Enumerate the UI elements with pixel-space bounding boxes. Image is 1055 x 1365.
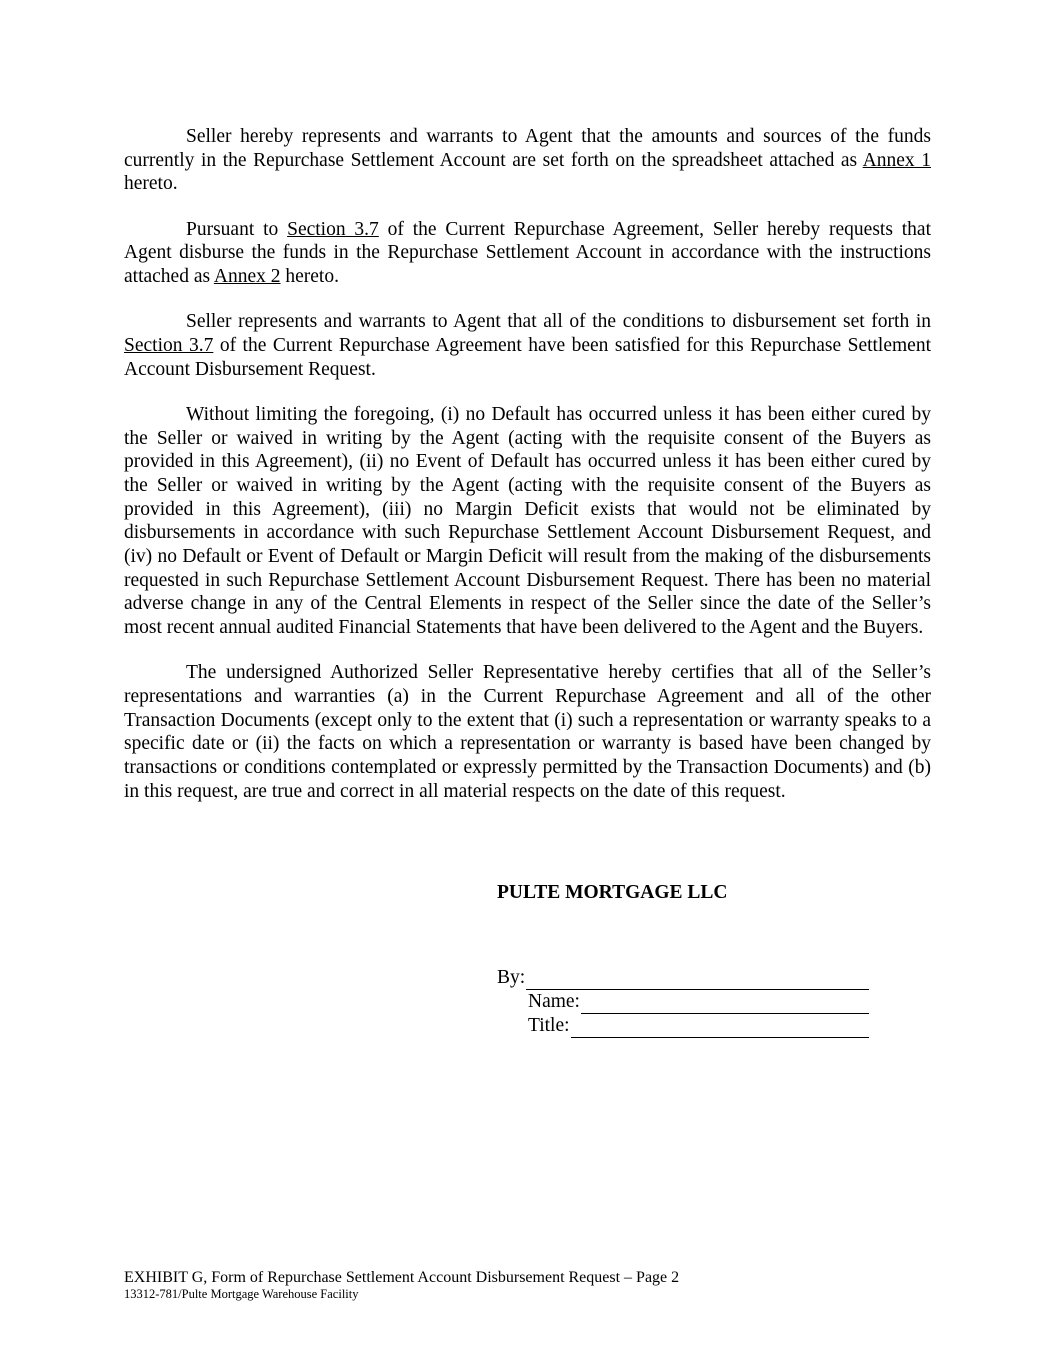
p2-text-before: Pursuant to <box>186 218 288 240</box>
p2-text-middle: of the Current Repurchase Agreement, Seller hereby requests that Agent disburse the funds in the Repurchase Settlement Account in accordance with the instructions attached as <box>124 218 931 288</box>
name-row <box>497 990 869 1014</box>
paragraph-no-default: Without limiting the foregoing, (i) no Default has occurred unless it has been either cured by the Seller or waived in writing by the Agent (acting with the requisite consent of the Buyers as provided in this Agreement), (ii) no Event of Default has occurred unless it has been either cured by the Seller or waived in writing by the Agent (acting with the requisite consent of the Buyers as provided in this Agreement), (iii) no Margin Deficit exists that would not be eliminated by disbursements in accordance with such Repurchase Settlement Account Disbursement Request, and (iv) no Default or Event of Default or Margin Deficit will result from the making of the disbursements requested in such Repurchase Settlement Account Disbursement Request. There has been no material adverse change in any of the Central Elements in respect of the Seller since the date of the Seller’s most recent annual audited Financial Statements that have been delivered to the Agent and the Buyers. <box>124 403 931 639</box>
section-3-7-reference: Section 3.7 <box>287 218 379 240</box>
p3-text-after: of the Current Repurchase Agreement have been satisfied for this Repurchase Settlement Account Disbursement Request. <box>124 334 931 380</box>
annex-1-reference: Annex 1 <box>862 149 931 171</box>
title-label: Title: <box>528 1015 570 1037</box>
paragraph-conditions-satisfied <box>124 310 931 381</box>
annex-2-reference: Annex 2 <box>213 266 281 288</box>
paragraph-funds-sources <box>124 125 931 196</box>
paragraph-disbursement-request <box>124 218 931 289</box>
title-signature-line <box>571 1019 869 1038</box>
paragraph-certification: The undersigned Authorized Seller Representative hereby certifies that all of the Seller’s representations and warranties (a) in the Current Repurchase Agreement and all of the other Transaction Documents (except only to the extent that (i) such a representation or warranty speaks to a specific date or (ii) the facts on which a representation or warranty is based have been changed by transactions or conditions contemplated or expressly permitted by the Transaction Documents) and (b) in this request, are true and correct in all material respects on the date of this request. <box>124 662 931 802</box>
p1-text-after: hereto. <box>124 173 178 195</box>
page-footer <box>124 1268 679 1302</box>
document-body <box>124 125 931 804</box>
p3-text-before: Seller represents and warrants to Agent that all of the conditions to disbursement set forth in <box>186 311 931 333</box>
name-signature-line <box>581 995 869 1014</box>
by-signature-line <box>526 971 869 990</box>
section-3-7-reference: Section 3.7 <box>124 334 214 356</box>
signature-block <box>497 966 869 1038</box>
title-row <box>497 1014 869 1038</box>
p1-text-before: Seller hereby represents and warrants to Agent that the amounts and sources of the funds currently in the Repurchase Settlement Account are set forth on the spreadsheet attached as <box>124 126 931 171</box>
company-name: PULTE MORTGAGE LLC <box>497 882 728 903</box>
name-label: Name: <box>528 991 580 1013</box>
by-label: By: <box>497 967 526 989</box>
by-row <box>497 966 869 990</box>
footer-exhibit-title: EXHIBIT G, Form of Repurchase Settlement Account Disbursement Request – Page 2 <box>124 1269 680 1286</box>
footer-document-id: 13312-781/Pulte Mortgage Warehouse Facility <box>124 1287 359 1301</box>
p2-text-after: hereto. <box>280 266 339 288</box>
